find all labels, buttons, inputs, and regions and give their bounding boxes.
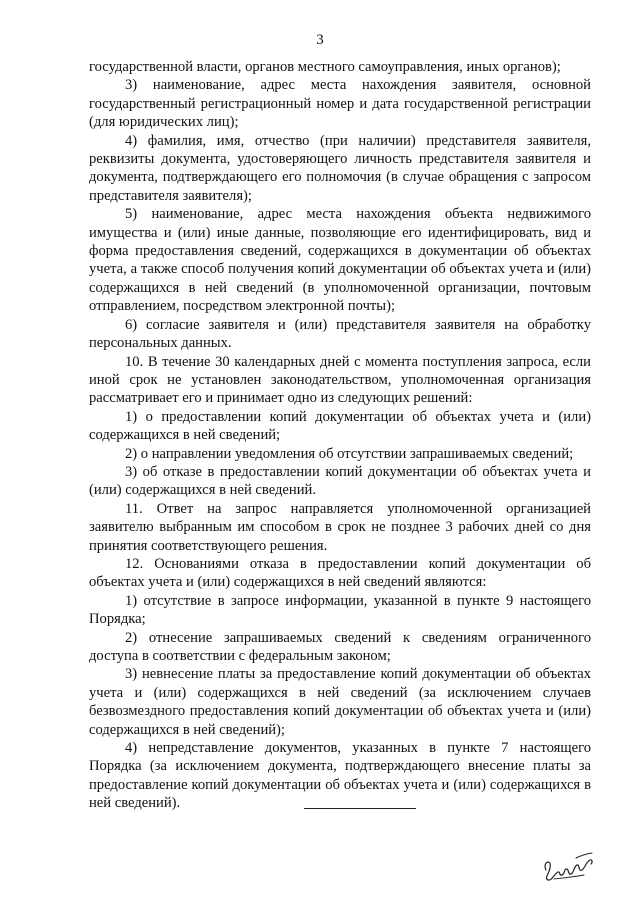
paragraph: 11. Ответ на запрос направляется уполномоченной организацией заявителю выбранным им способом в срок не позднее 3 рабочих дней со дня принятия соответствующего решения. bbox=[89, 500, 591, 554]
document-body bbox=[89, 58, 591, 813]
paragraph: государственной власти, органов местного самоуправления, иных органов); bbox=[89, 59, 561, 75]
paragraph: 3) невнесение платы за предоставление копий документации об объектах учета и (или) содержащихся в ней сведений (за исключением случаев безвозмездного предоставления копий документации об объектах учета и (или) содержащихся в ней сведений); bbox=[89, 666, 591, 738]
paragraph: 1) отсутствие в запросе информации, указанной в пункте 9 настоящего Порядка; bbox=[89, 592, 591, 628]
paragraph: 3) наименование, адрес места нахождения заявителя, основной государственный регистрационный номер и дата государственной регистрации (для юридических лиц); bbox=[89, 77, 591, 131]
paragraph: 4) фамилия, имя, отчество (при наличии) представителя заявителя, реквизиты документа, удостоверяющего личность представителя заявителя и документа, подтверждающего его полномочия (в случае обращения с запросом представителя заявителя); bbox=[89, 132, 591, 204]
paragraph: 5) наименование, адрес места нахождения объекта недвижимого имущества и (или) иные данные, позволяющие его идентифицировать, вид и форма предоставления сведений, содержащихся в документации об объектах учета, а также способ получения копий документации об объектах учета и (или) содержащихся в ней сведений (в уполномоченной организации, почтовым отправлением, посредством электронной почты); bbox=[89, 206, 591, 315]
handwritten-signature bbox=[540, 848, 598, 884]
end-divider-line bbox=[304, 808, 416, 809]
paragraph: 1) о предоставлении копий документации об объектах учета и (или) содержащихся в ней сведений; bbox=[89, 408, 591, 444]
paragraph: 2) отнесение запрашиваемых сведений к сведениям ограниченного доступа в соответствии с федеральным законом; bbox=[89, 629, 591, 664]
paragraph: 12. Основаниями отказа в предоставлении копий документации об объектах учета и (или) содержащихся в ней сведений являются: bbox=[89, 555, 591, 591]
page-number: 3 bbox=[316, 32, 324, 48]
paragraph: 2) о направлении уведомления об отсутствии запрашиваемых сведений; bbox=[125, 445, 574, 462]
paragraph: 4) непредставление документов, указанных в пункте 7 настоящего Порядка (за исключением документа, подтверждающего внесение платы за предоставление копий документации об объектах учета и (или) содержащихся в ней сведений). bbox=[89, 740, 591, 812]
paragraph: 3) об отказе в предоставлении копий документации об объектах учета и (или) содержащихся в ней сведений. bbox=[89, 463, 591, 499]
paragraph: 10. В течение 30 календарных дней с момента поступления запроса, если иной срок не установлен законодательством, уполномоченная организация рассматривает его и принимает одно из следующих решений: bbox=[89, 353, 591, 407]
paragraph: 6) согласие заявителя и (или) представителя заявителя на обработку персональных данных. bbox=[89, 316, 591, 352]
